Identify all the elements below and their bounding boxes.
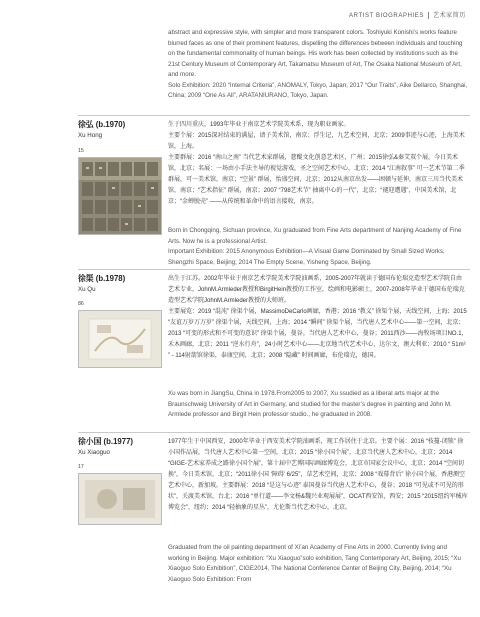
bio-en-paragraph: Born in Chongqing, Sichuan province, Xu graduated from Fine Arts department of Nanjing Academy of Fine Arts. Now he is a professional Artist. (168, 227, 462, 245)
artwork-thumbnail (78, 310, 162, 368)
artwork-page-number: 15 (78, 148, 84, 154)
artwork-image (79, 158, 161, 234)
header-title-zh: 艺术家简历 (432, 13, 466, 19)
running-header (349, 10, 466, 19)
artist-name-zh: 徐小国 (b.1977) (78, 437, 134, 446)
intro-continuation (168, 28, 468, 102)
artwork-page-number: 17 (78, 464, 84, 470)
intro-paragraph: abstract and expressive style, with simpler and more transparent colors. Toshiyuki Konishi’s works feature blurred faces as one of their prominent features, dispelling the differences between individuals and touching on the fundamental commonality of human beings. His work has been collected by institutions such as the 21st Century Museum of Contemporary Art, Takamatsu Museum of Art, The Osaka National Museum of Art, and more. (168, 29, 463, 78)
artist-bio-en (168, 543, 468, 585)
header-title-en: ARTIST BIOGRAPHIES (349, 13, 424, 19)
header-divider (428, 12, 429, 19)
artwork-image (79, 311, 161, 367)
bio-en-paragraph: Important Exhibition: 2015 Anonymous Exhibition—A Visual Game Dominated by Small Sized Works, Shengzhi Space, Beijing; 2014 The Empty Scene, Yisheng Space, Beijing. (168, 248, 445, 266)
bio-en-paragraph: Graduated from the oil painting department of Xi’an Academy of Fine Arts in 2000. Currently living and working in Beijing. Major exhibition: “Xu Xiaoguo”solo exhibition, Tang Contemporary Art, Beijing, 2015; “Xu Xiaoguo Solo Exhibition”, CIGE2014, The National Conference Center of Beijing City, Beijing, 2014; “Xu Xiaoguo Solo Exhibition: From (168, 544, 461, 583)
section-divider (78, 115, 470, 116)
intro-paragraph: Solo Exhibition: 2020 “Internal Criteria”, ANOMALY, Tokyo, Japan; 2017 “Our Traits”, Aike Dellarco, Shanghai, China; 2009 “One As All”, ARATANIURANO, Tokyo, Japan. (168, 81, 468, 99)
artist-bio-en (168, 389, 468, 421)
section-divider (78, 432, 470, 433)
artist-name-en: Xu Hong (78, 132, 103, 139)
bio-zh-paragraph: 主要群展：2016 “南山之南” 当代艺术家群展，慈醍文化创意艺术区，广州；2015徐弘&秦艾双个展，今日美术馆，北京；名展：一场由小手法主导的视觉游戏，圣之空间艺术中心，北京；2014 “江南叙事” 可一艺术节第二季群展，可一美术馆，南京；“空景” 群展，怡盛空间，北京；2012从南京出发——困顿与延伸，南京三川当代美术馆，南京；“艺术指征” 群展，南京；2007 “798艺术节” 抽离中心的一代”，北京；“褪迎遭遇”，中国美术馆，北京；“金蝉脱壳” ——从传统和革命中的语言接收，南京。 (168, 155, 465, 205)
bio-zh-paragraph: 主要个展：2015深对结束的满屋，请子美术馆，南京；浮生记，九艺术空间，北京；2009事迹与心迹，上海美术馆，上海。 (168, 133, 465, 150)
artist-name-zh: 徐弘 (b.1970) (78, 120, 126, 129)
bio-zh-paragraph: 主要展览：2019 “混沌” 徐渠个展，MassimoDeCarlo画廊，香港；2016 “教义” 徐渠个展，天线空间，上海；2015 “友谊万岁万万岁” 徐渠个展，天线空间，上海；2014 “瞬间” 徐渠个展，当代唐人艺术中心——第一空间，北京；2013 “可变的形式和不可变的意识” 徐渠个展，曼谷。当代唐人艺术中心，曼谷；2011西沙——海牧场项目NO.1，禾木画廊，北京；2011 “逆水行舟”，24小时艺术中心——北京地当代艺术中心，达尔文，澳大利亚；2010 “ 51m² ” - 114射箭馆徐渠，泰康空间，北京；2008 “隐藏” 时间画廊，布伦瑞克，德国。 (168, 309, 468, 359)
bio-zh-paragraph: 出生于江苏。2002年毕业于南京艺术学院美术学院油画系，2005-2007年就读于德国布伦瑞克造型艺术学院自由艺术专业，JohnM.Armleder教授和BirgitHein教授的工作室，绘画和电影硕士，2007-2008年毕业于德国布伦瑞克造型艺术学院JohnM.Armleder教授的大师班。 (168, 276, 465, 304)
artwork-page-number: 86 (78, 301, 84, 307)
artist-name-en: Xu Xiaoguo (78, 449, 110, 456)
artist-name-zh: 徐渠 (b.1978) (78, 274, 126, 283)
artist-bio-zh (168, 120, 468, 208)
artwork-thumbnail (78, 157, 162, 235)
section-divider (78, 269, 470, 270)
artwork-image (79, 474, 161, 524)
artist-bio-en (168, 226, 468, 268)
bio-zh-paragraph: 生于四川重庆，1993年毕业于南京艺术学院美术系，现为职业画家。 (168, 122, 350, 128)
bio-zh-paragraph: 1977年生于中国西安，2000年毕业于西安美术学院油画系，现工作居住于北京。主要个展：2016 “枝蔓-闭锁” 徐小国作品展，当代唐人艺术中心第一空间，北京；2015 “徐小国个展”，北京当代唐人艺术中心，北京；2014 “GIGE-艺术家养成之路徐小国个展”，第十届中艺博国际画廊博览会，北京市国家会议中心，北京；2014 “空间切换”，今日美术馆，北京；“2011徐小国 ‘障碍’ 6/25”，草艺术空间，北京；2008 “戏幕背后” 徐小国个展，香港测空艺术中心，新加坡。主要群展：2018 “是这与心迹” 泰国曼谷当代唐人艺术中心，曼谷；2018 “可见或不可见的形状”，关渡美术馆，台北；2016 “单行道——李文杨&魏兴业观展展”，OCAT西安馆，西安；2015 “2015纽约军械库博览会”，纽约；2014 “轻抽象的星丛”，尤伦斯当代艺术中心，北京。 (168, 439, 468, 511)
artist-bio-zh (168, 274, 468, 362)
artist-bio-zh (168, 437, 468, 514)
artist-name-en: Xu Qu (78, 286, 96, 293)
bio-en-paragraph: Xu was born in JiangSu, China in 1978.From2005 to 2007, Xu ssudied as a liberal arts major at the Braunschweig University of Art in Germany, and studied for the master’s degree in painting and John M. Armlede professor and Birgit Hein professor studio., he graduated in 2008. (168, 390, 452, 418)
artwork-thumbnail (78, 473, 162, 525)
